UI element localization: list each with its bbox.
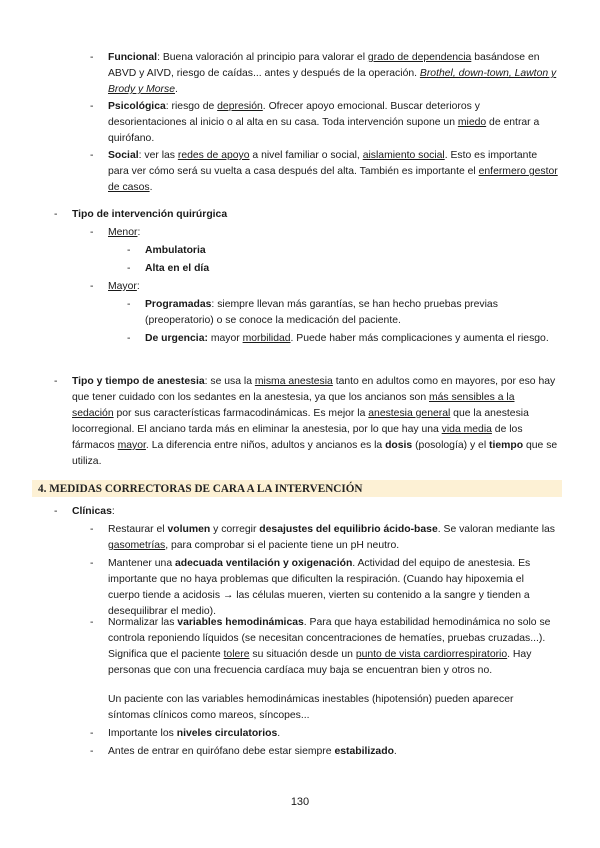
underlined-term: punto de vista cardiorrespiratorio [355, 649, 508, 660]
bullet-dash: - [90, 524, 94, 535]
item-text: . [149, 182, 153, 193]
item-text: . Hay personas que con una frecuencia cardíaca muy baja se encuentran bien y otros no. [108, 649, 532, 676]
assessment-scales: Brothel, down-town, Lawton y Brody y Morse [108, 68, 557, 95]
bold-term: desajustes del equilibrio ácido-base [259, 524, 438, 535]
bullet-dash: - [90, 617, 94, 628]
item-text: (posología) y el [412, 440, 490, 451]
intervention-title: Tipo de intervención quirúrgica [72, 209, 228, 220]
bullet-dash: - [90, 746, 94, 757]
bold-term: adecuada ventilación y oxigenación [175, 558, 353, 569]
section-header [32, 480, 562, 497]
bullet-dash: - [127, 299, 131, 310]
item-text: . [393, 746, 397, 757]
clinicas-item-hemodinamicas [108, 615, 558, 679]
underlined-term: grado de dependencia [367, 52, 472, 63]
underlined-term: anestesia general [368, 408, 451, 419]
bullet-dash: - [90, 558, 94, 569]
menor-item-alta: Alta en el día [145, 263, 210, 274]
item-text: : riesgo de [165, 101, 218, 112]
item-text: . [174, 84, 178, 95]
item-text: mayor [207, 333, 243, 344]
clinicas-item-circulatorios [108, 726, 558, 742]
item-text: . Actividad del equipo de anestesia. Es importante que no haya problemas que dificulten la respiración. (Cuando hay hipoxemia el cuerpo tiende a acidosis → las células mueren, vierten su contenido a la sangre y tienden a desequilibrar el medio). [108, 558, 531, 617]
item-text: de los fármacos [72, 424, 523, 451]
underlined-term: más sensibles a la sedación [72, 392, 515, 419]
underlined-term: redes de apoyo [177, 150, 250, 161]
item-label: Social [108, 150, 139, 161]
bullet-dash: - [54, 376, 58, 387]
mayor-heading: Mayor: [108, 281, 140, 292]
item-text: que la anestesia locorregional. El anciano tarda más en eliminar la anestesia, por lo que hay una [72, 408, 529, 435]
item-text: . Para que haya estabilidad hemodinámica no solo se controla reponiendo líquidos (se necesitan concentraciones de hematíes, pruebas cruzadas...). Significa que el paciente [108, 617, 551, 660]
mayor-item-programadas [145, 297, 555, 329]
clinicas-item-estabilizado [108, 744, 558, 760]
item-text: tanto en adultos como en mayores, por eso hay que tener cuidado con los sedantes en la anestesia, ya que los ancianos son [72, 376, 556, 403]
item-text: a nivel familiar o social, [249, 150, 363, 161]
list-item-social [108, 148, 558, 196]
bullet-dash: - [90, 52, 94, 63]
item-text: : ver las [138, 150, 178, 161]
list-item-funcional [108, 50, 558, 98]
item-text: y corregir [210, 524, 260, 535]
item-text: Importante los [108, 728, 177, 739]
bold-term: dosis [385, 440, 413, 451]
menor-label: Menor [108, 227, 138, 238]
underlined-term: tolere [223, 649, 250, 660]
item-text: . Esto es importante para ver cómo será su vuelta a casa después del alta. También es importante el [108, 150, 538, 177]
bold-term: estabilizado [334, 746, 394, 757]
item-text: : siempre llevan más garantías, se han hecho pruebas previas (preoperatorio) o se conoce la medicación del paciente. [145, 299, 498, 326]
bold-term: variables hemodinámicas [177, 617, 304, 628]
item-text: . [277, 728, 281, 739]
bullet-dash: - [90, 227, 94, 238]
clinicas-label: Clínicas [72, 506, 112, 517]
bullet-dash: - [54, 506, 58, 517]
bold-term: niveles circulatorios [176, 728, 278, 739]
item-text: que se utiliza. [72, 440, 558, 467]
clinicas-heading: Clínicas: [72, 506, 115, 517]
item-label: Funcional [108, 52, 158, 63]
item-text: Restaurar el [108, 524, 168, 535]
item-text: . La diferencia entre niños, adultos y ancianos es la [145, 440, 386, 451]
underlined-term: morbilidad [242, 333, 291, 344]
menor-item-ambulatoria: Ambulatoria [145, 245, 206, 256]
bullet-dash: - [90, 101, 94, 112]
item-text: . Puede haber más complicaciones y aumenta el riesgo. [290, 333, 549, 344]
item-label: Psicológica [108, 101, 166, 112]
anesthesia-paragraph [72, 374, 558, 470]
item-text: su situación desde un [249, 649, 356, 660]
item-text: por sus características farmacodinámicas. Es mejor la [113, 408, 369, 419]
item-label: De urgencia: [145, 333, 208, 344]
item-text: : Buena valoración al principio para valorar el [157, 52, 368, 63]
page-number: 130 [290, 796, 310, 808]
section-title: 4. MEDIDAS CORRECTORAS DE CARA A LA INTERVENCIÓN [38, 483, 363, 495]
list-item-psicologica [108, 99, 558, 147]
bold-term: volumen [167, 524, 211, 535]
mayor-label: Mayor [108, 281, 137, 292]
bold-term: tiempo [489, 440, 524, 451]
underlined-term: misma anestesia [254, 376, 333, 387]
item-text: Mantener una [108, 558, 176, 569]
underlined-term: depresión [217, 101, 263, 112]
item-text: : se usa la [204, 376, 255, 387]
underlined-term: aislamiento social [362, 150, 445, 161]
mayor-item-urgencia [145, 331, 555, 347]
menor-heading: Menor: [108, 227, 141, 238]
bullet-dash: - [90, 281, 94, 292]
item-label: Tipo y tiempo de anestesia [72, 376, 205, 387]
bullet-dash: - [127, 263, 131, 274]
item-text: Normalizar las [108, 617, 178, 628]
bullet-dash: - [90, 150, 94, 161]
underlined-term: vida media [441, 424, 492, 435]
underlined-term: mayor [117, 440, 146, 451]
item-label: Programadas [145, 299, 212, 310]
bullet-dash: - [54, 209, 58, 220]
item-text: basándose en ABVD y AIVD, riesgo de caídas... antes y después de la operación. [108, 52, 540, 79]
underlined-term: miedo [457, 117, 487, 128]
underlined-term: gasometrías [108, 540, 166, 551]
item-text: de entrar a quirófano. [108, 117, 540, 144]
underlined-term: enfermero gestor de casos [108, 166, 558, 193]
item-text: , para comprobar si el paciente tiene un pH neutro. [165, 540, 400, 551]
item-text: . Se valoran mediante las [437, 524, 555, 535]
item-text: . Ofrecer apoyo emocional. Buscar deterioros y desorientaciones al inicio o al alta en su casa. Toda intervención supone un [108, 101, 480, 128]
bullet-dash: - [127, 245, 131, 256]
bullet-dash: - [90, 728, 94, 739]
clinicas-item-volumen [108, 522, 558, 554]
hemodinamicas-note: Un paciente con las variables hemodinámicas inestables (hipotensión) pueden aparecer síntomas clínicos como mareos, síncopes... [108, 694, 514, 721]
item-text: Antes de entrar en quirófano debe estar siempre [108, 746, 335, 757]
bullet-dash: - [127, 333, 131, 344]
clinicas-item-ventilacion [108, 556, 558, 620]
